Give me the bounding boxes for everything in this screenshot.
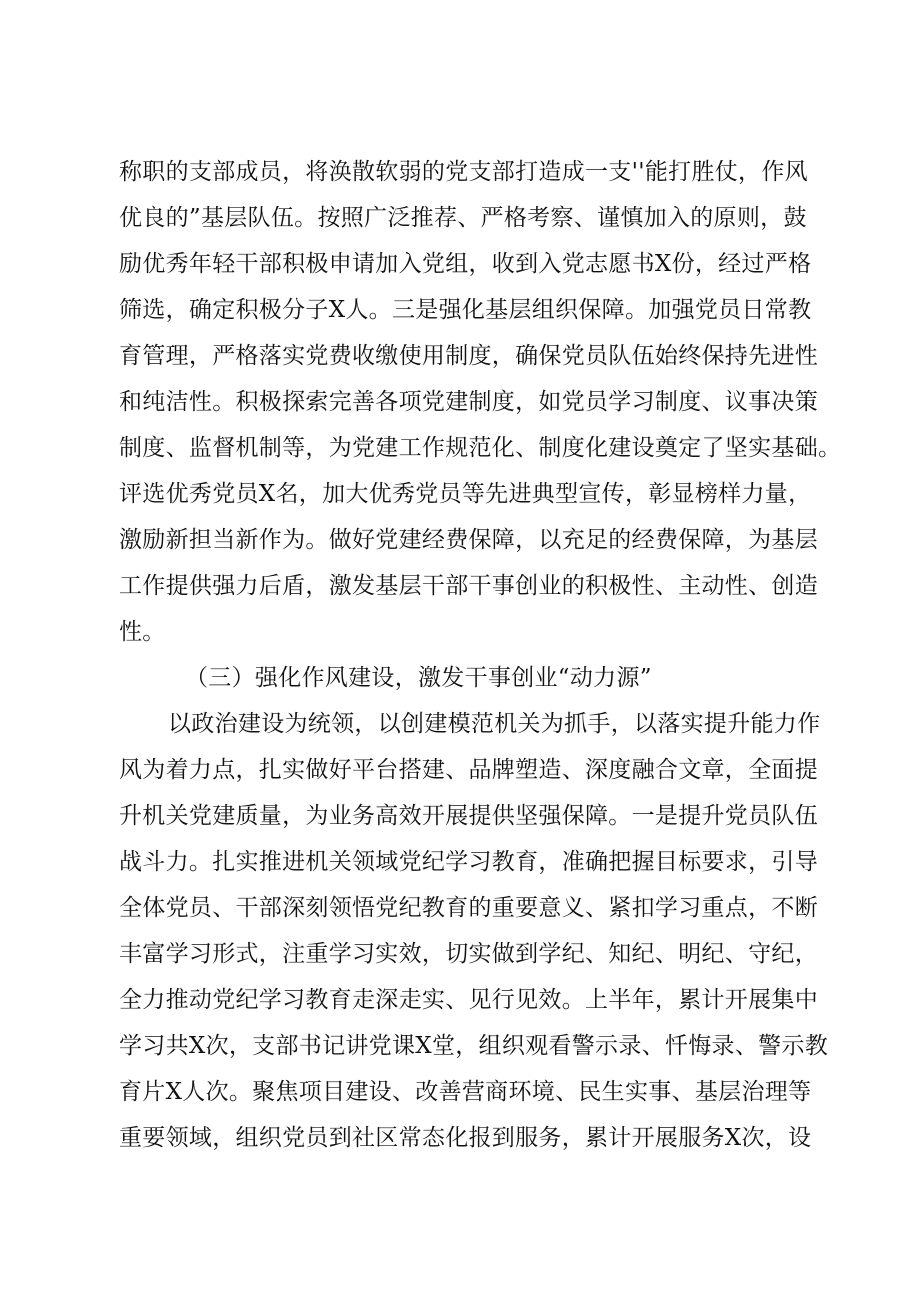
paragraph-1-line-5: 育管理，严格落实党费收缴使用制度，确保党员队伍始终保持先进性: [119, 343, 818, 369]
paragraph-1-line-8: 评选优秀党员X名，加大优秀党员等先进典型宣传，彰显榜样力量，: [119, 481, 812, 507]
paragraph-1-line-9: 激励新担当新作为。做好党建经费保障，以充足的经费保障，为基层: [119, 527, 818, 553]
paragraph-2-line-10: 重要领域，组织党员到社区常态化报到服务，累计开展服务X次，设: [119, 1125, 812, 1151]
paragraph-2-line-2: 风为着力点，扎实做好平台搭建、品牌塑造、深度融合文章，全面提: [119, 757, 818, 783]
paragraph-1-line-4: 筛选，确定积极分子X人。三是强化基层组织保障。加强党员日常教: [119, 297, 812, 323]
paragraph-2-line-7: 全力推动党纪学习教育走深走实、见行见效。上半年，累计开展集中: [119, 987, 818, 1013]
paragraph-2-line-8: 学习共X次，支部书记讲党课X堂，组织观看警示录、忏悔录、警示教: [119, 1033, 829, 1059]
paragraph-1-line-3: 励优秀年轻干部积极申请加入党组，收到入党志愿书X份，经过严格: [119, 251, 812, 277]
paragraph-2-line-6: 丰富学习形式，注重学习实效，切实做到学纪、知纪、明纪、守纪，: [119, 941, 818, 967]
paragraph-1-line-11: 性。: [119, 619, 166, 645]
paragraph-1-line-1: 称职的支部成员，将涣散软弱的党支部打造成一支''能打胜仗，作风: [119, 159, 808, 185]
paragraph-1-line-2: 优良的”基层队伍。按照广泛推荐、严格考察、谨慎加入的原则，鼓: [119, 205, 807, 231]
paragraph-1-line-7: 制度、监督机制等，为党建工作规范化、制度化建设奠定了坚实基础。: [119, 435, 842, 461]
section-heading: （三）强化作风建设，激发干事创业“动力源”: [185, 665, 652, 691]
paragraph-1-line-10: 工作提供强力后盾，激发基层干部干事创业的积极性、主动性、创造: [119, 573, 818, 599]
paragraph-2-line-4: 战斗力。扎实推进机关领域党纪学习教育，准确把握目标要求，引导: [119, 849, 818, 875]
paragraph-2-line-3: 升机关党建质量，为业务高效开展提供坚强保障。一是提升党员队伍: [119, 803, 818, 829]
paragraph-1-line-6: 和纯洁性。积极探索完善各项党建制度，如党员学习制度、议事决策: [119, 389, 818, 415]
paragraph-2-line-9: 育片X人次。聚焦项目建设、改善营商环境、民生实事、基层治理等: [119, 1079, 812, 1105]
paragraph-2-line-1: 以政治建设为统领，以创建模范机关为抓手，以落实提升能力作: [168, 711, 821, 737]
paragraph-2-line-5: 全体党员、干部深刻领悟党纪教育的重要意义、紧扣学习重点，不断: [119, 895, 818, 921]
